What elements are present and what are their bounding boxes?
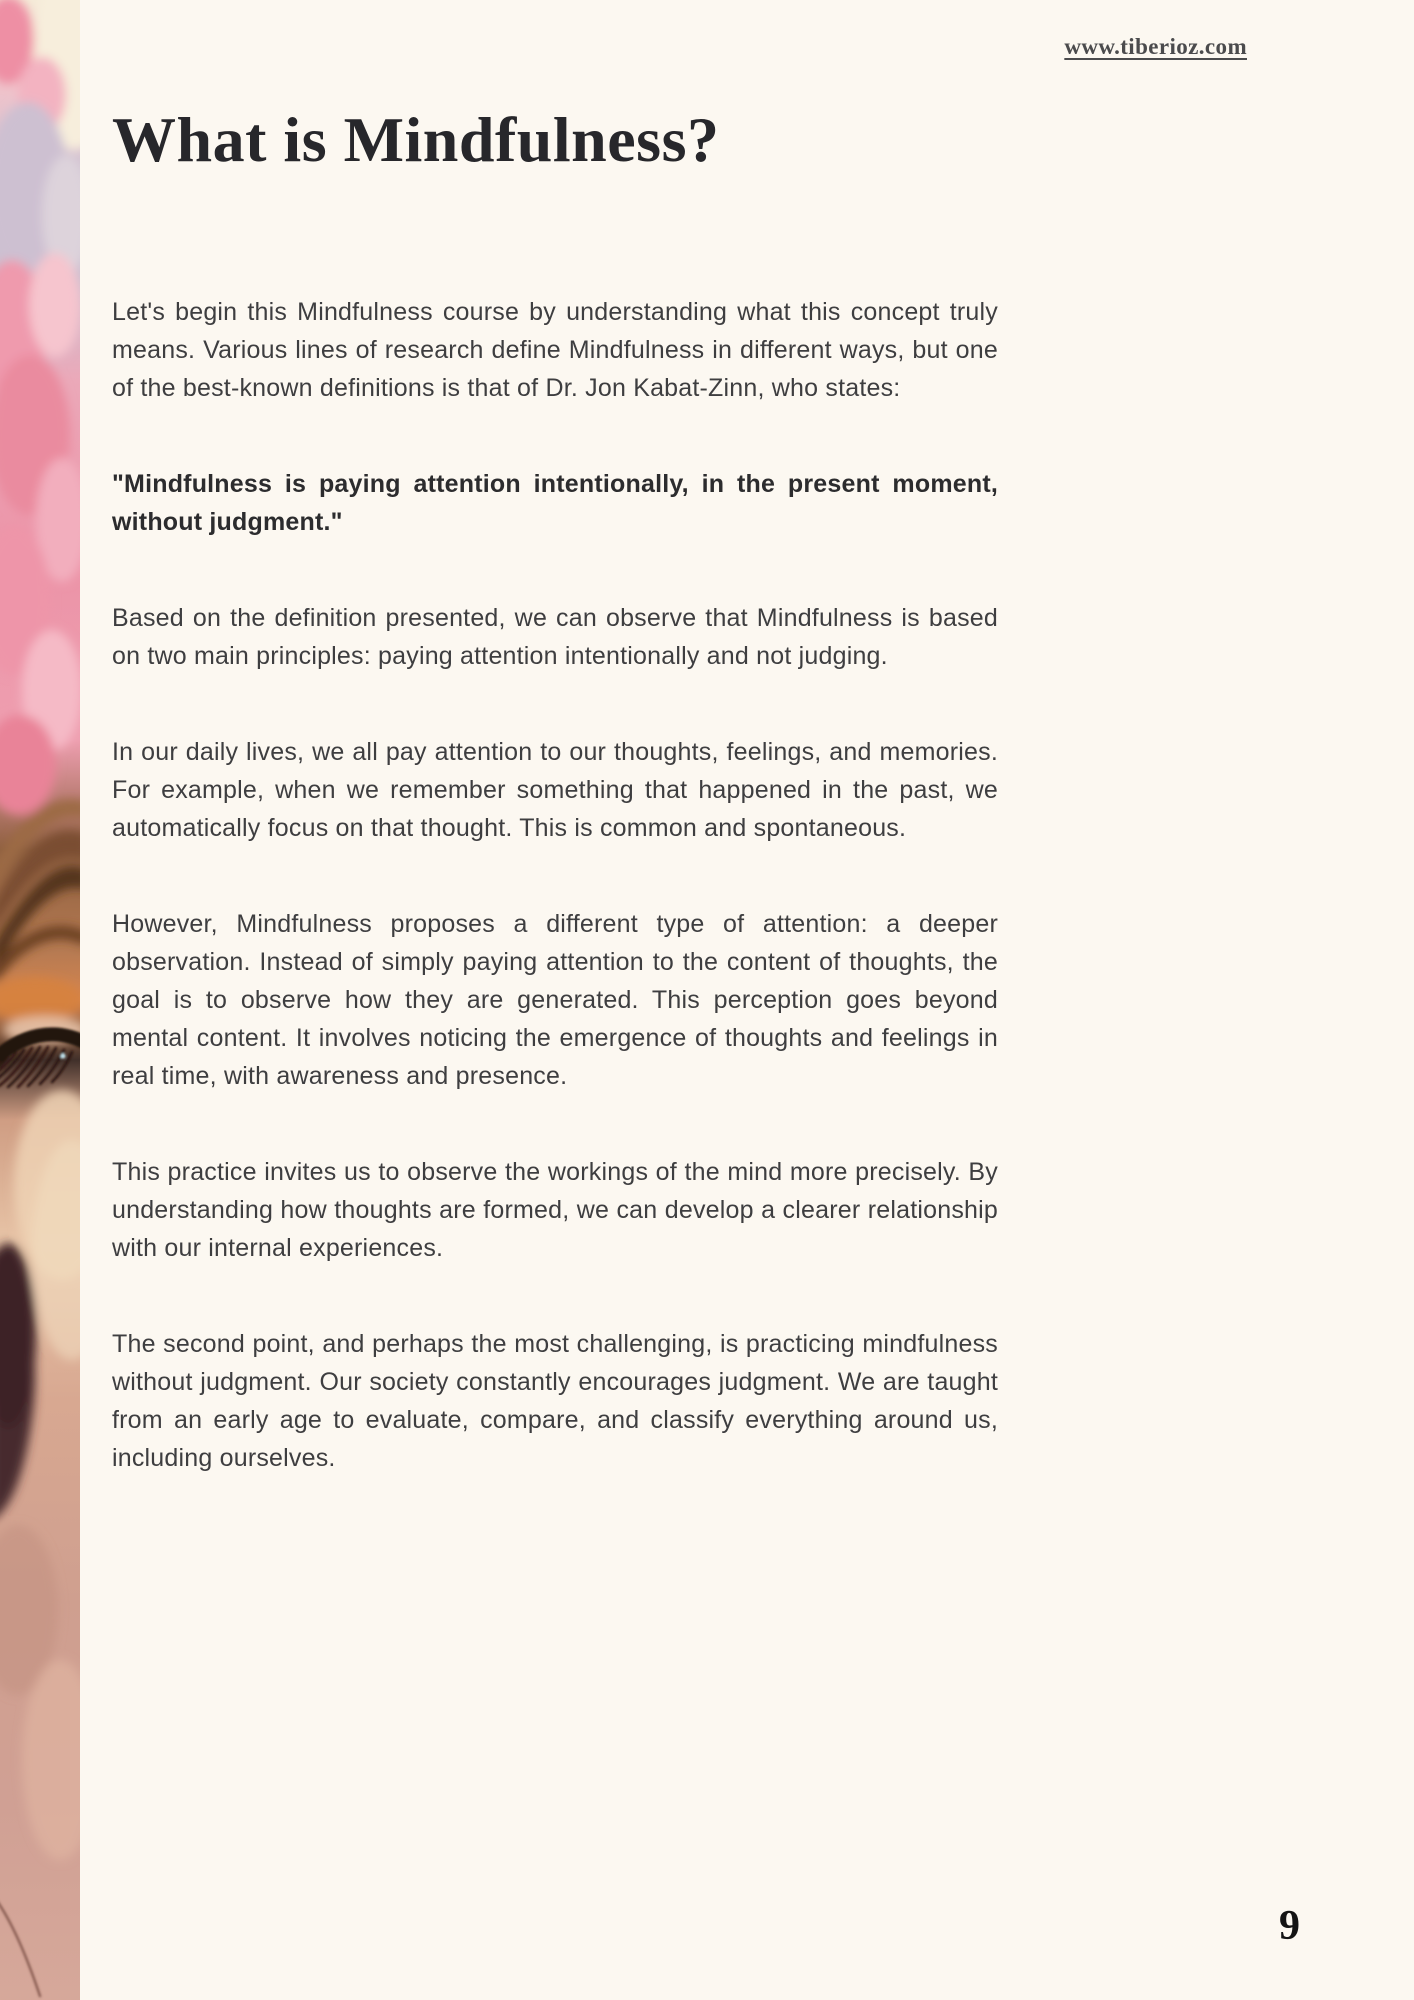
site-url-link[interactable]: www.tiberioz.com <box>1064 34 1247 59</box>
second-point-paragraph: The second point, and perhaps the most challenging, is practicing mindfulness without judgment. Our society constantly encourages judgment. We are taught from an early age to evaluate, compare, and classify everything around us, including ourselves. <box>112 1330 998 1473</box>
page-number: 9 <box>1279 1903 1300 1949</box>
deeper-observation-paragraph: However, Mindfulness proposes a different type of attention: a deeper observation. Instead of simply paying attention to the content of thoughts, the goal is to observe how they are generated. This perception goes beyond mental content. It involves noticing the emergence of thoughts and feelings in real time, with awareness and presence. <box>112 910 998 1091</box>
principles-paragraph: Based on the definition presented, we can observe that Mindfulness is based on two main principles: paying attention intentionally and not judging. <box>112 604 998 671</box>
intro-paragraph: Let's begin this Mindfulness course by understanding what this concept truly means. Various lines of research define Mindfulness in different ways, but one of the best-known definitions is that of Dr. Jon Kabat-Zinn, who states: <box>112 298 998 403</box>
page-title: What is Mindfulness? <box>112 104 720 175</box>
practice-paragraph: This practice invites us to observe the workings of the mind more precisely. By understanding how thoughts are formed, we can develop a clearer relationship with our internal experiences. <box>112 1158 998 1263</box>
article-content <box>112 0 998 1535</box>
daily-lives-paragraph: In our daily lives, we all pay attention to our thoughts, feelings, and memories. For example, when we remember something that happened in the past, we automatically focus on that thought. This is common and spontaneous. <box>112 738 998 843</box>
decorative-portrait-image <box>0 0 80 2000</box>
definition-quote-paragraph: "Mindfulness is paying attention intentionally, in the present moment, without judgment." <box>112 470 998 537</box>
